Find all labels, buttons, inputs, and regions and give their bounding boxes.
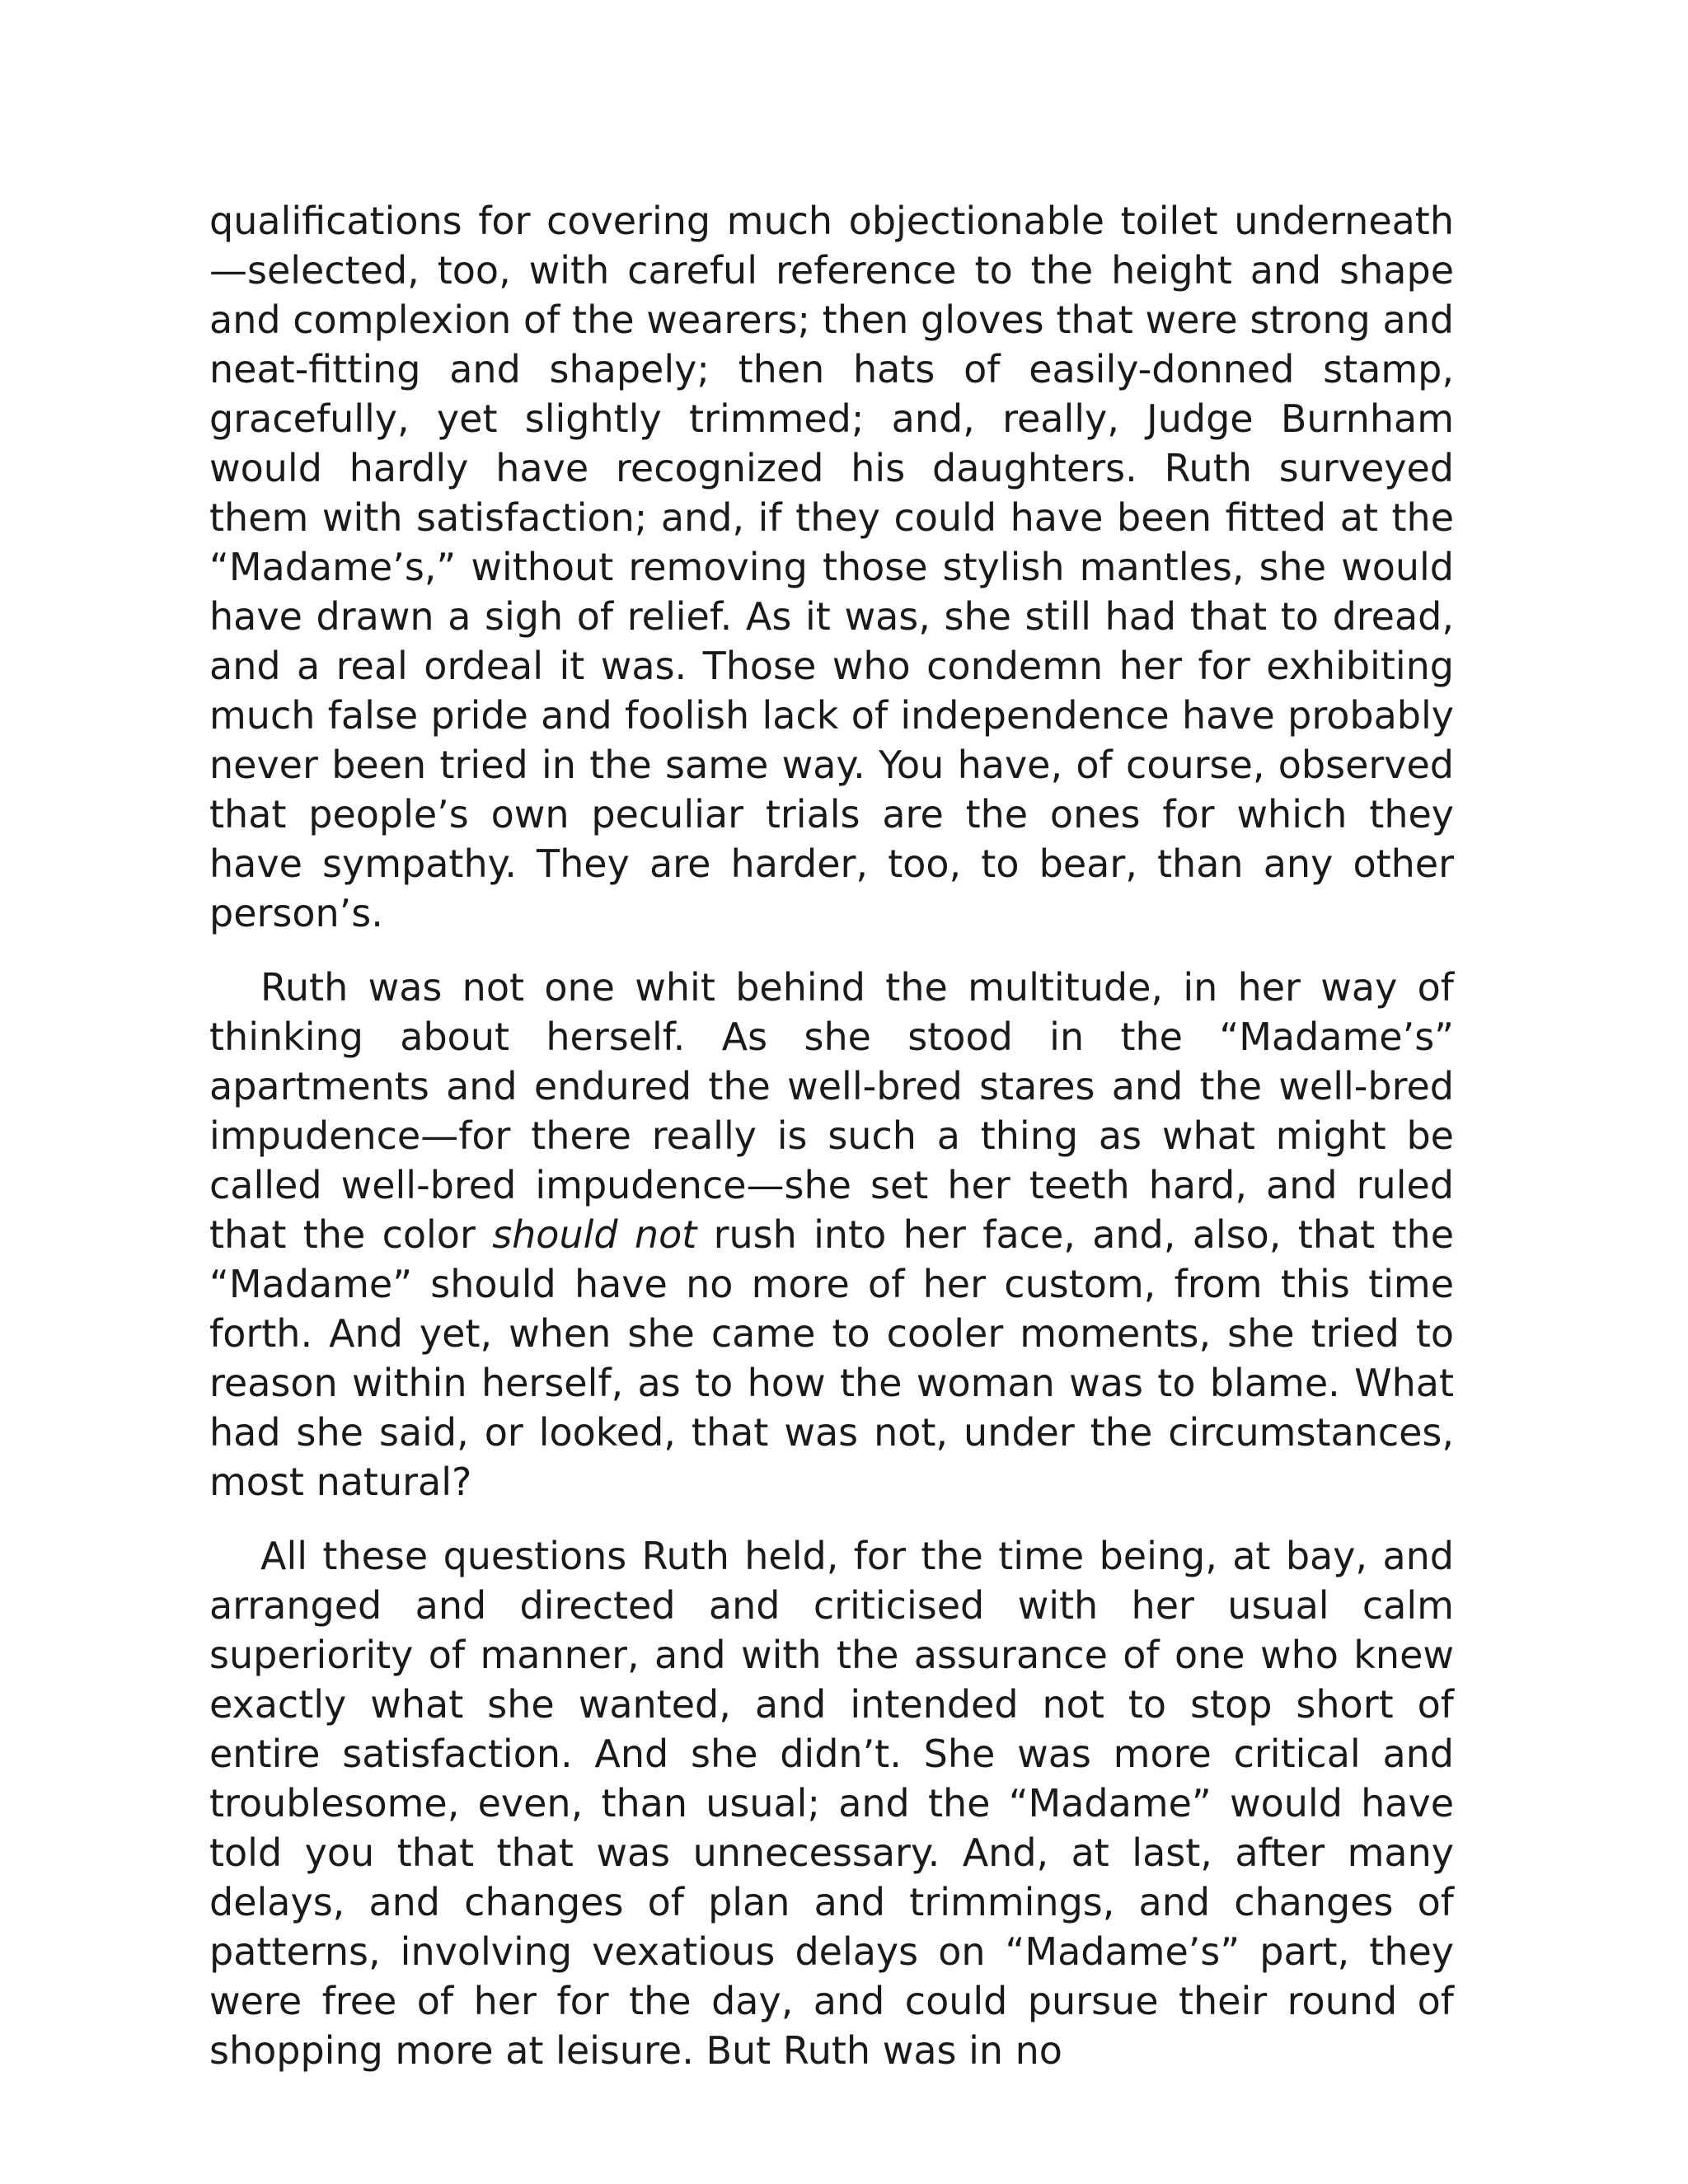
paragraph-1-text: qualifications for covering much objectionable toilet underneath—selected, too, with careful reference to the height and shape and complexion of the wearers; then gloves that were strong and neat-fitting and shapely; then hats of easily-donned stamp, gracefully, yet slightly trimmed; and, really, Judge Burnham would hardly have recognized his daughters. Ruth surveyed them with satisfaction; and, if they could have been fitted at the “Madame’s,” without removing those stylish mantles, she would have drawn a sigh of relief. As it was, she still had that to dread, and a real ordeal it was. Those who condemn her for exhibiting much false pride and foolish lack of independence have probably never been tried in the same way. You have, of course, observed that people’s own peculiar trials are the ones for which they have sympathy. They are harder, too, to bear, than any other person’s.: [209, 199, 1454, 935]
paragraph-3: [209, 1531, 1454, 2075]
paragraph-2-text-after: rush into her face, and, also, that the “Madame” should have no more of her custom, from this time forth. And yet, when she came to cooler moments, she tried to reason within herself, as to how the woman was to blame. What had she said, or looked, that was not, under the circumstances, most natural?: [209, 1212, 1454, 1504]
paragraph-2-emphasis: should not: [492, 1212, 697, 1257]
paragraph-1: [209, 196, 1454, 938]
paragraph-3-text: All these questions Ruth held, for the time being, at bay, and arranged and directed and criticised with her usual calm superiority of manner, and with the assurance of one who knew exactly what she wanted, and intended not to stop short of entire satisfaction. And she didn’t. She was more critical and troublesome, even, than usual; and the “Madame” would have told you that that was unnecessary. And, at last, after many delays, and changes of plan and trimmings, and changes of patterns, involving vexatious delays on “Madame’s” part, they were free of her for the day, and could pursue their round of shopping more at leisure. But Ruth was in no: [209, 1534, 1454, 2073]
book-page: [209, 196, 1454, 2100]
paragraph-2-text-before: Ruth was not one whit behind the multitude, in her way of thinking about herself. As she stood in the “Madame’s” apartments and endured the well-bred stares and the well-bred impudence—for there really is such a thing as what might be called well-bred impudence—she set her teeth hard, and ruled that the color: [209, 965, 1454, 1257]
paragraph-2: [209, 963, 1454, 1507]
